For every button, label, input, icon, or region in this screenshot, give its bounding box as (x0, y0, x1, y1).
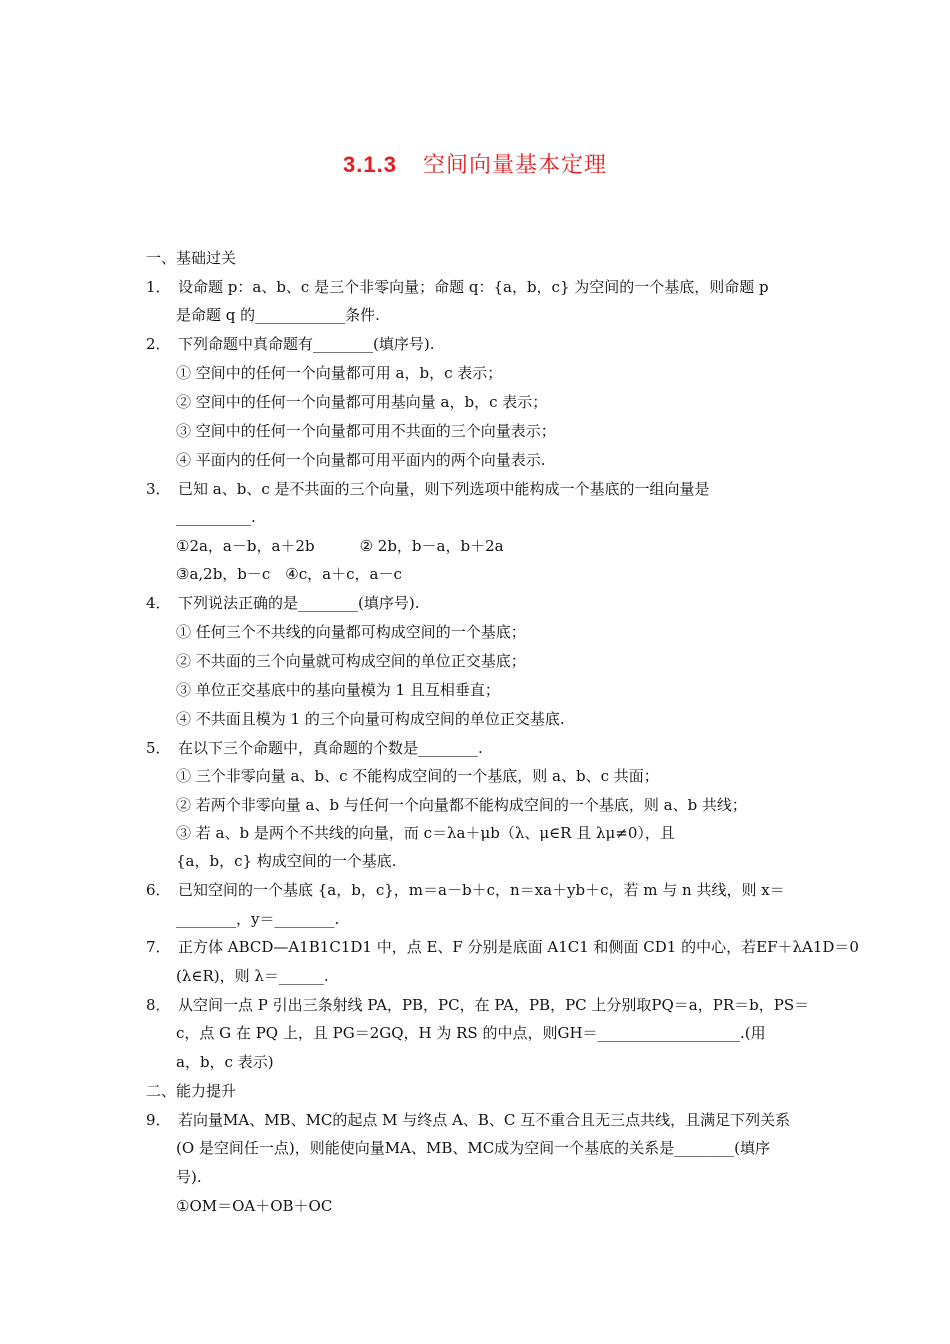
question-number: 3． (146, 480, 171, 498)
text-line: a，b，c 表示) (176, 1053, 274, 1071)
question-number: 1． (146, 278, 171, 296)
text-line: ② 空间中的任何一个向量都可用基向量 a，b，c 表示； (176, 393, 548, 411)
question-number: 4． (146, 594, 171, 612)
question-number: 7． (146, 938, 171, 956)
page-title (0, 148, 950, 179)
text-line: ③ 若 a、b 是两个不共线的向量，而 c＝λa＋μb（λ、μ∈R 且 λμ≠0），且 (176, 824, 675, 842)
text-line: ③ 单位正交基底中的基向量模为 1 且互相垂直； (176, 681, 500, 699)
question-text: 已知空间的一个基底 {a，b，c}，m＝a－b＋c，n＝xa＋yb＋c，若 m 与 n 共线，则 x＝ (178, 881, 785, 899)
text-line: ④ 不共面且模为 1 的三个向量可构成空间的单位正交基底. (176, 710, 565, 728)
question-number: 2． (146, 335, 171, 353)
text-line: (O 是空间任一点)，则能使向量MA、MB、MC成为空间一个基底的关系是________(填序 (176, 1139, 771, 1157)
text-line: {a，b，c} 构成空间的一个基底. (176, 852, 397, 870)
text-line: ④ 平面内的任何一个向量都可用平面内的两个向量表示. (176, 451, 546, 469)
text-line: c，点 G 在 PQ 上，且 PG＝2GQ，H 为 RS 的中点，则GH＝___________________.(用 (176, 1024, 766, 1042)
question-number: 5． (146, 739, 171, 757)
text-line: ③ 空间中的任何一个向量都可用不共面的三个向量表示； (176, 422, 556, 440)
section-number: 3.1.3 (343, 152, 397, 177)
question-text: 下列命题中真命题有________(填序号). (178, 335, 435, 353)
text-line: __________. (176, 508, 256, 526)
question-text: 下列说法正确的是________(填序号). (178, 594, 420, 612)
text-line: ________，y＝________. (176, 910, 340, 928)
text-line: 是命题 q 的____________条件. (176, 306, 380, 324)
text-line: 号). (176, 1168, 202, 1186)
text-line: (λ∈R)，则 λ＝______. (176, 967, 329, 985)
question-text: 若向量MA、MB、MC的起点 M 与终点 A、B、C 互不重合且无三点共线，且满足下列关系 (178, 1111, 791, 1129)
text-line: ① 三个非零向量 a、b、c 不能构成空间的一个基底，则 a、b、c 共面； (176, 767, 659, 785)
text-line: ② 不共面的三个向量就可构成空间的单位正交基底； (176, 652, 526, 670)
question-number: 8． (146, 996, 171, 1014)
text-line: ② 若两个非零向量 a、b 与任何一个向量都不能构成空间的一个基底，则 a、b 共线； (176, 796, 747, 814)
section-heading: 一、基础过关 (146, 249, 237, 267)
text-line: ③a,2b，b－c ④c，a＋c，a－c (176, 565, 402, 583)
section-heading: 二、能力提升 (146, 1082, 237, 1100)
text-line: ①2a，a－b，a＋2b ② 2b，b－a，b＋2a (176, 537, 504, 555)
text-line: ① 任何三个不共线的向量都可构成空间的一个基底； (176, 623, 526, 641)
section-title: 空间向量基本定理 (422, 153, 607, 178)
text-line: ① 空间中的任何一个向量都可用 a，b，c 表示； (176, 364, 503, 382)
question-text: 已知 a、b、c 是不共面的三个向量，则下列选项中能构成一个基底的一组向量是 (178, 480, 710, 498)
question-text: 设命题 p：a、b、c 是三个非零向量；命题 q：{a，b，c} 为空间的一个基底，则命题 p (178, 278, 769, 296)
question-text: 在以下三个命题中，真命题的个数是________. (178, 739, 483, 757)
question-text: 正方体 ABCD—A1B1C1D1 中，点 E、F 分别是底面 A1C1 和侧面 CD1 的中心，若EF＋λA1D＝0 (178, 938, 859, 956)
text-line: ①OM＝OA＋OB＋OC (176, 1197, 333, 1215)
question-number: 6． (146, 881, 171, 899)
question-text: 从空间一点 P 引出三条射线 PA，PB，PC，在 PA，PB，PC 上分别取PQ＝a，PR＝b，PS＝ (178, 996, 810, 1014)
question-number: 9． (146, 1111, 171, 1129)
